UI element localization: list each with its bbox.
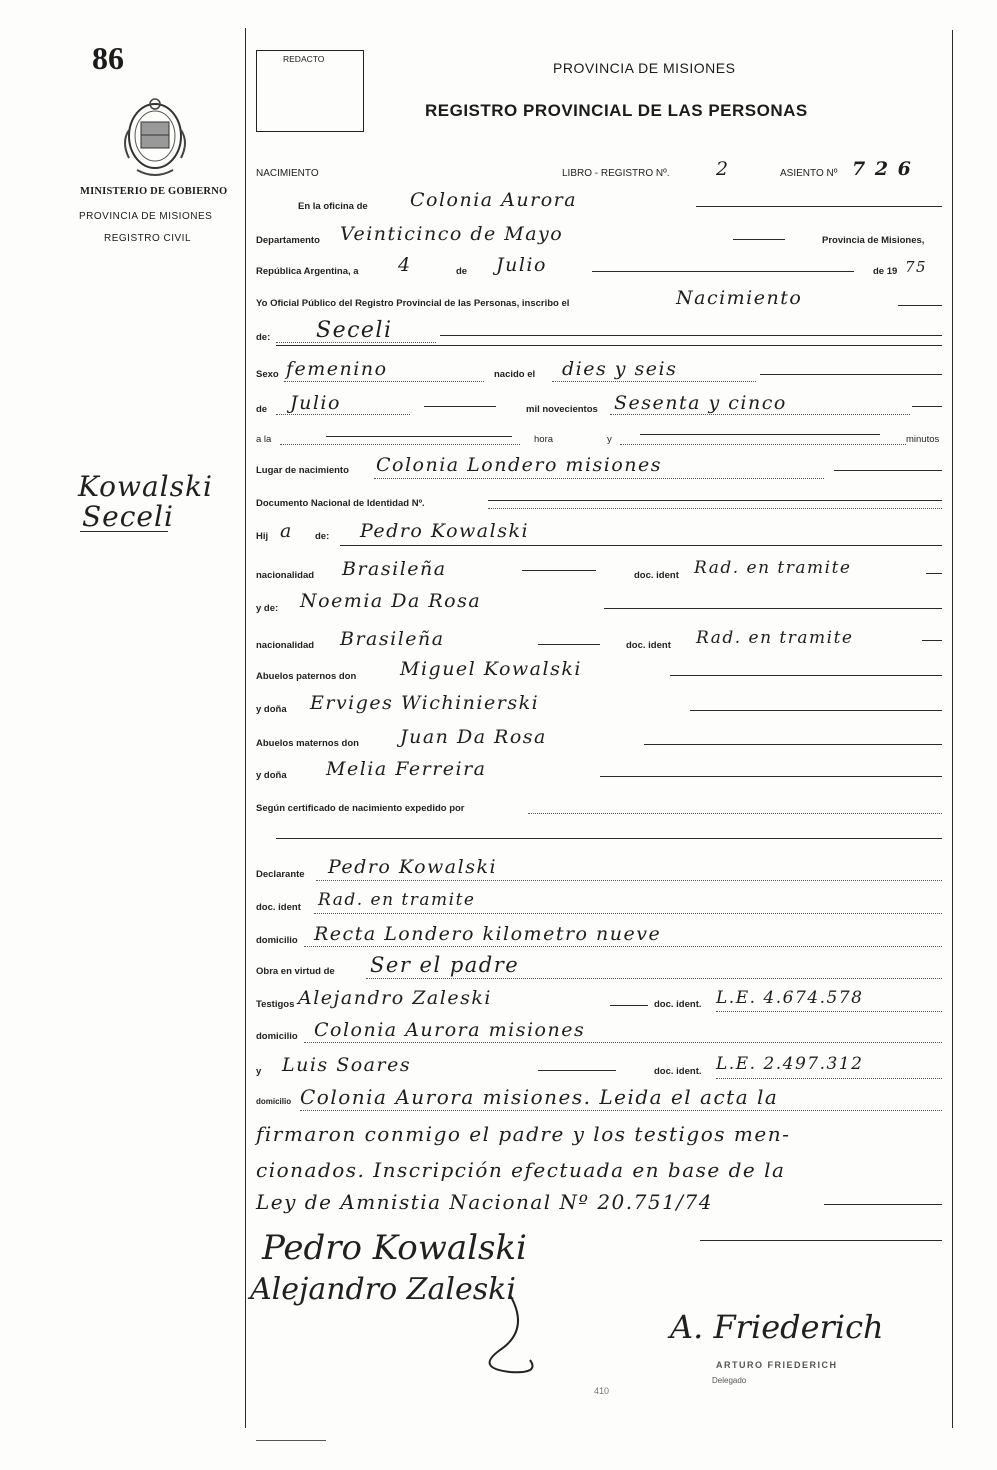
asiento-label: ASIENTO Nº [780, 168, 838, 179]
final-line-1: Colonia Aurora misiones. Leida el acta la [300, 1085, 779, 1109]
doc-padre-value: Rad. en tramite [694, 558, 852, 578]
signature-declarante: Pedro Kowalski [262, 1228, 527, 1268]
provincia-misiones-label: Provincia de Misiones, [822, 235, 925, 246]
signature-flourish-icon [470, 1290, 560, 1380]
domicilio-last-label: domicilio [256, 1097, 292, 1106]
abuelo-pat-line [670, 675, 942, 676]
segun-dots [528, 813, 942, 814]
inscribo-value: Nacimiento [676, 287, 803, 309]
final-line-2: firmaron conmigo el padre y los testigos men- [256, 1122, 791, 1146]
testigo2-line [538, 1070, 616, 1071]
obra-label: Obra en virtud de [256, 966, 335, 977]
declarante-value: Pedro Kowalski [328, 856, 498, 878]
republica-label: República Argentina, a [256, 266, 359, 277]
a-la-label: a la [256, 434, 272, 445]
doc-testigo1-label: doc. ident. [654, 999, 702, 1010]
nacido-line [760, 374, 942, 375]
hij-label: Hij [256, 531, 269, 542]
departamento-value: Veinticinco de Mayo [340, 223, 564, 245]
y-dona-pat-label: y doña [256, 704, 287, 715]
libro-label: LIBRO - REGISTRO Nº. [562, 168, 670, 179]
nac-madre-line [538, 644, 600, 645]
nacido-value: dies y seis [562, 358, 678, 380]
nacido-dots [552, 381, 756, 382]
testigo2-value: Luis Soares [282, 1054, 412, 1076]
margin-note-name: Seceli [82, 500, 174, 533]
doc-madre-label: doc. ident [626, 640, 671, 651]
province-label: PROVINCIA DE MISIONES [79, 211, 213, 222]
coat-of-arms-icon [115, 92, 195, 184]
testigo1-value: Alejandro Zaleski [298, 987, 492, 1009]
domicilio-label: domicilio [256, 935, 298, 946]
final-dots-1 [300, 1110, 942, 1111]
minutos-label: minutos [906, 434, 940, 445]
name-value: Seceli [316, 318, 393, 343]
abuelo-mat-line [644, 744, 942, 745]
hij-suffix: a [280, 520, 293, 542]
dia-value: 4 [398, 254, 412, 276]
domicilio-t1-label: domicilio [256, 1031, 298, 1042]
lugar-label: Lugar de nacimiento [256, 465, 349, 476]
oficina-line [696, 206, 942, 207]
anio-nac-dots [610, 414, 910, 415]
name-line-2 [276, 345, 942, 346]
obra-dots [366, 978, 942, 979]
hora-line [640, 434, 880, 435]
y-testigo2-label: y [256, 1066, 262, 1077]
doc-padre-label: doc. ident [634, 570, 679, 581]
abuelos-maternos-label: Abuelos maternos don [256, 738, 359, 749]
office-label: REGISTRO CIVIL [104, 233, 192, 244]
signature-testigo: Alejandro Zaleski [250, 1272, 516, 1307]
redacto-label: REDACTO [283, 54, 325, 64]
header-title: REGISTRO PROVINCIAL DE LAS PERSONAS [425, 101, 808, 120]
declarante-label: Declarante [256, 869, 305, 880]
abuela-pat-value: Erviges Wichinierski [310, 692, 540, 714]
doc-testigo1-dots [716, 1011, 942, 1012]
page-number: 86 [92, 40, 124, 76]
madre-value: Noemia Da Rosa [300, 590, 482, 612]
abuela-pat-line [690, 710, 942, 711]
stamp-number: 410 [594, 1386, 610, 1396]
asiento-value: 7 2 6 [852, 158, 913, 180]
oficina-value: Colonia Aurora [410, 189, 578, 211]
hora-label: hora [534, 434, 554, 445]
nac-madre-value: Brasileña [340, 628, 445, 650]
a-la-line [326, 436, 512, 437]
doc-testigo1-value: L.E. 4.674.578 [716, 988, 864, 1008]
nac-padre-label: nacionalidad [256, 570, 315, 581]
inscribo-line [898, 305, 942, 306]
doc-testigo2-dots [716, 1078, 942, 1079]
mil-label: mil novecientos [526, 404, 598, 415]
mes-nac-line [424, 406, 496, 407]
signature-rule [700, 1240, 942, 1241]
testigos-label: Testigos [256, 999, 295, 1010]
sexo-value: femenino [286, 358, 388, 380]
mes-value: Julio [496, 254, 547, 276]
padre-line [340, 545, 942, 546]
segun-label: Según certificado de nacimiento expedido por [256, 803, 465, 814]
lugar-dots [374, 478, 824, 479]
domicilio-t1-value: Colonia Aurora misiones [314, 1019, 586, 1041]
anio-nac-line [912, 406, 942, 407]
doc-madre-line [922, 640, 942, 641]
year-value: 75 [905, 258, 928, 276]
abuela-mat-line [600, 776, 942, 777]
domicilio-value: Recta Londero kilometro nueve [314, 923, 662, 945]
a-la-dots [280, 444, 520, 445]
nacido-label: nacido el [494, 369, 536, 380]
stamp-role: Delegado [712, 1376, 747, 1385]
lugar-line [834, 470, 942, 471]
obra-value: Ser el padre [370, 953, 520, 977]
oficial-label: Yo Oficial Público del Registro Provincial de las Personas, inscribo el [256, 298, 570, 309]
abuela-mat-value: Melia Ferreira [326, 758, 487, 780]
departamento-line [733, 239, 785, 240]
madre-line [604, 608, 942, 609]
y-de-label: y de: [256, 603, 279, 614]
sexo-label: Sexo [256, 369, 279, 380]
year-label: de 19 [873, 266, 898, 277]
y-dona-mat-label: y doña [256, 770, 287, 781]
de2-label: de [256, 404, 268, 415]
name-line [440, 335, 942, 336]
domicilio-t1-dots [304, 1042, 942, 1043]
de-name-label: de: [256, 332, 271, 343]
documento-line [488, 500, 942, 501]
doc-madre-value: Rad. en tramite [696, 628, 854, 648]
declarante-dots [316, 880, 942, 881]
nac-padre-line [522, 570, 596, 571]
libro-value: 2 [716, 158, 730, 180]
lugar-value: Colonia Londero misiones [376, 454, 663, 476]
header-province: PROVINCIA DE MISIONES [553, 60, 736, 76]
padre-value: Pedro Kowalski [360, 520, 530, 542]
doc-testigo2-label: doc. ident. [654, 1066, 702, 1077]
margin-note-underline [80, 531, 168, 532]
domicilio-dots [304, 946, 942, 947]
oficina-label: En la oficina de [298, 201, 368, 212]
doc-testigo2-value: L.E. 2.497.312 [716, 1054, 864, 1074]
final-line-4: Ley de Amnistia Nacional Nº 20.751/74 [256, 1190, 713, 1214]
de3-label: de: [315, 531, 330, 542]
doc-declarante-value: Rad. en tramite [318, 890, 476, 910]
y-label: y [607, 434, 612, 445]
documento-label: Documento Nacional de Identidad Nº. [256, 498, 425, 509]
departamento-label: Departamento [256, 235, 320, 246]
final-line-3: cionados. Inscripción efectuada en base de la [256, 1158, 786, 1182]
hora-dots [620, 444, 906, 445]
sexo-dots [284, 381, 484, 382]
doc-declarante-dots [314, 913, 942, 914]
mes-nac-dots [276, 414, 410, 415]
testigo1-line [610, 1005, 648, 1006]
right-border [952, 30, 953, 1428]
left-border [245, 28, 246, 1428]
mes-nac-value: Julio [290, 392, 341, 414]
doc-padre-line [926, 573, 942, 574]
bottom-rule [256, 1440, 326, 1441]
abuelos-paternos-label: Abuelos paternos don [256, 671, 357, 682]
signature-official: A. Friederich [670, 1308, 884, 1346]
margin-note-surname: Kowalski [78, 470, 213, 503]
documento-dots [488, 508, 942, 509]
nac-padre-value: Brasileña [342, 558, 447, 580]
anio-nac-value: Sesenta y cinco [614, 392, 787, 414]
nac-madre-label: nacionalidad [256, 640, 315, 651]
abuelo-mat-value: Juan Da Rosa [400, 726, 547, 748]
stamp-name: ARTURO FRIEDERICH [716, 1360, 838, 1370]
ministry-label: MINISTERIO DE GOBIERNO [80, 186, 228, 197]
mes-line [592, 271, 854, 272]
de-label: de [456, 266, 468, 277]
final-line-4-rule [824, 1204, 942, 1205]
abuelo-pat-value: Miguel Kowalski [400, 658, 582, 680]
segun-line-2 [276, 838, 942, 839]
doc-declarante-label: doc. ident [256, 902, 301, 913]
record-type: NACIMIENTO [256, 168, 319, 179]
